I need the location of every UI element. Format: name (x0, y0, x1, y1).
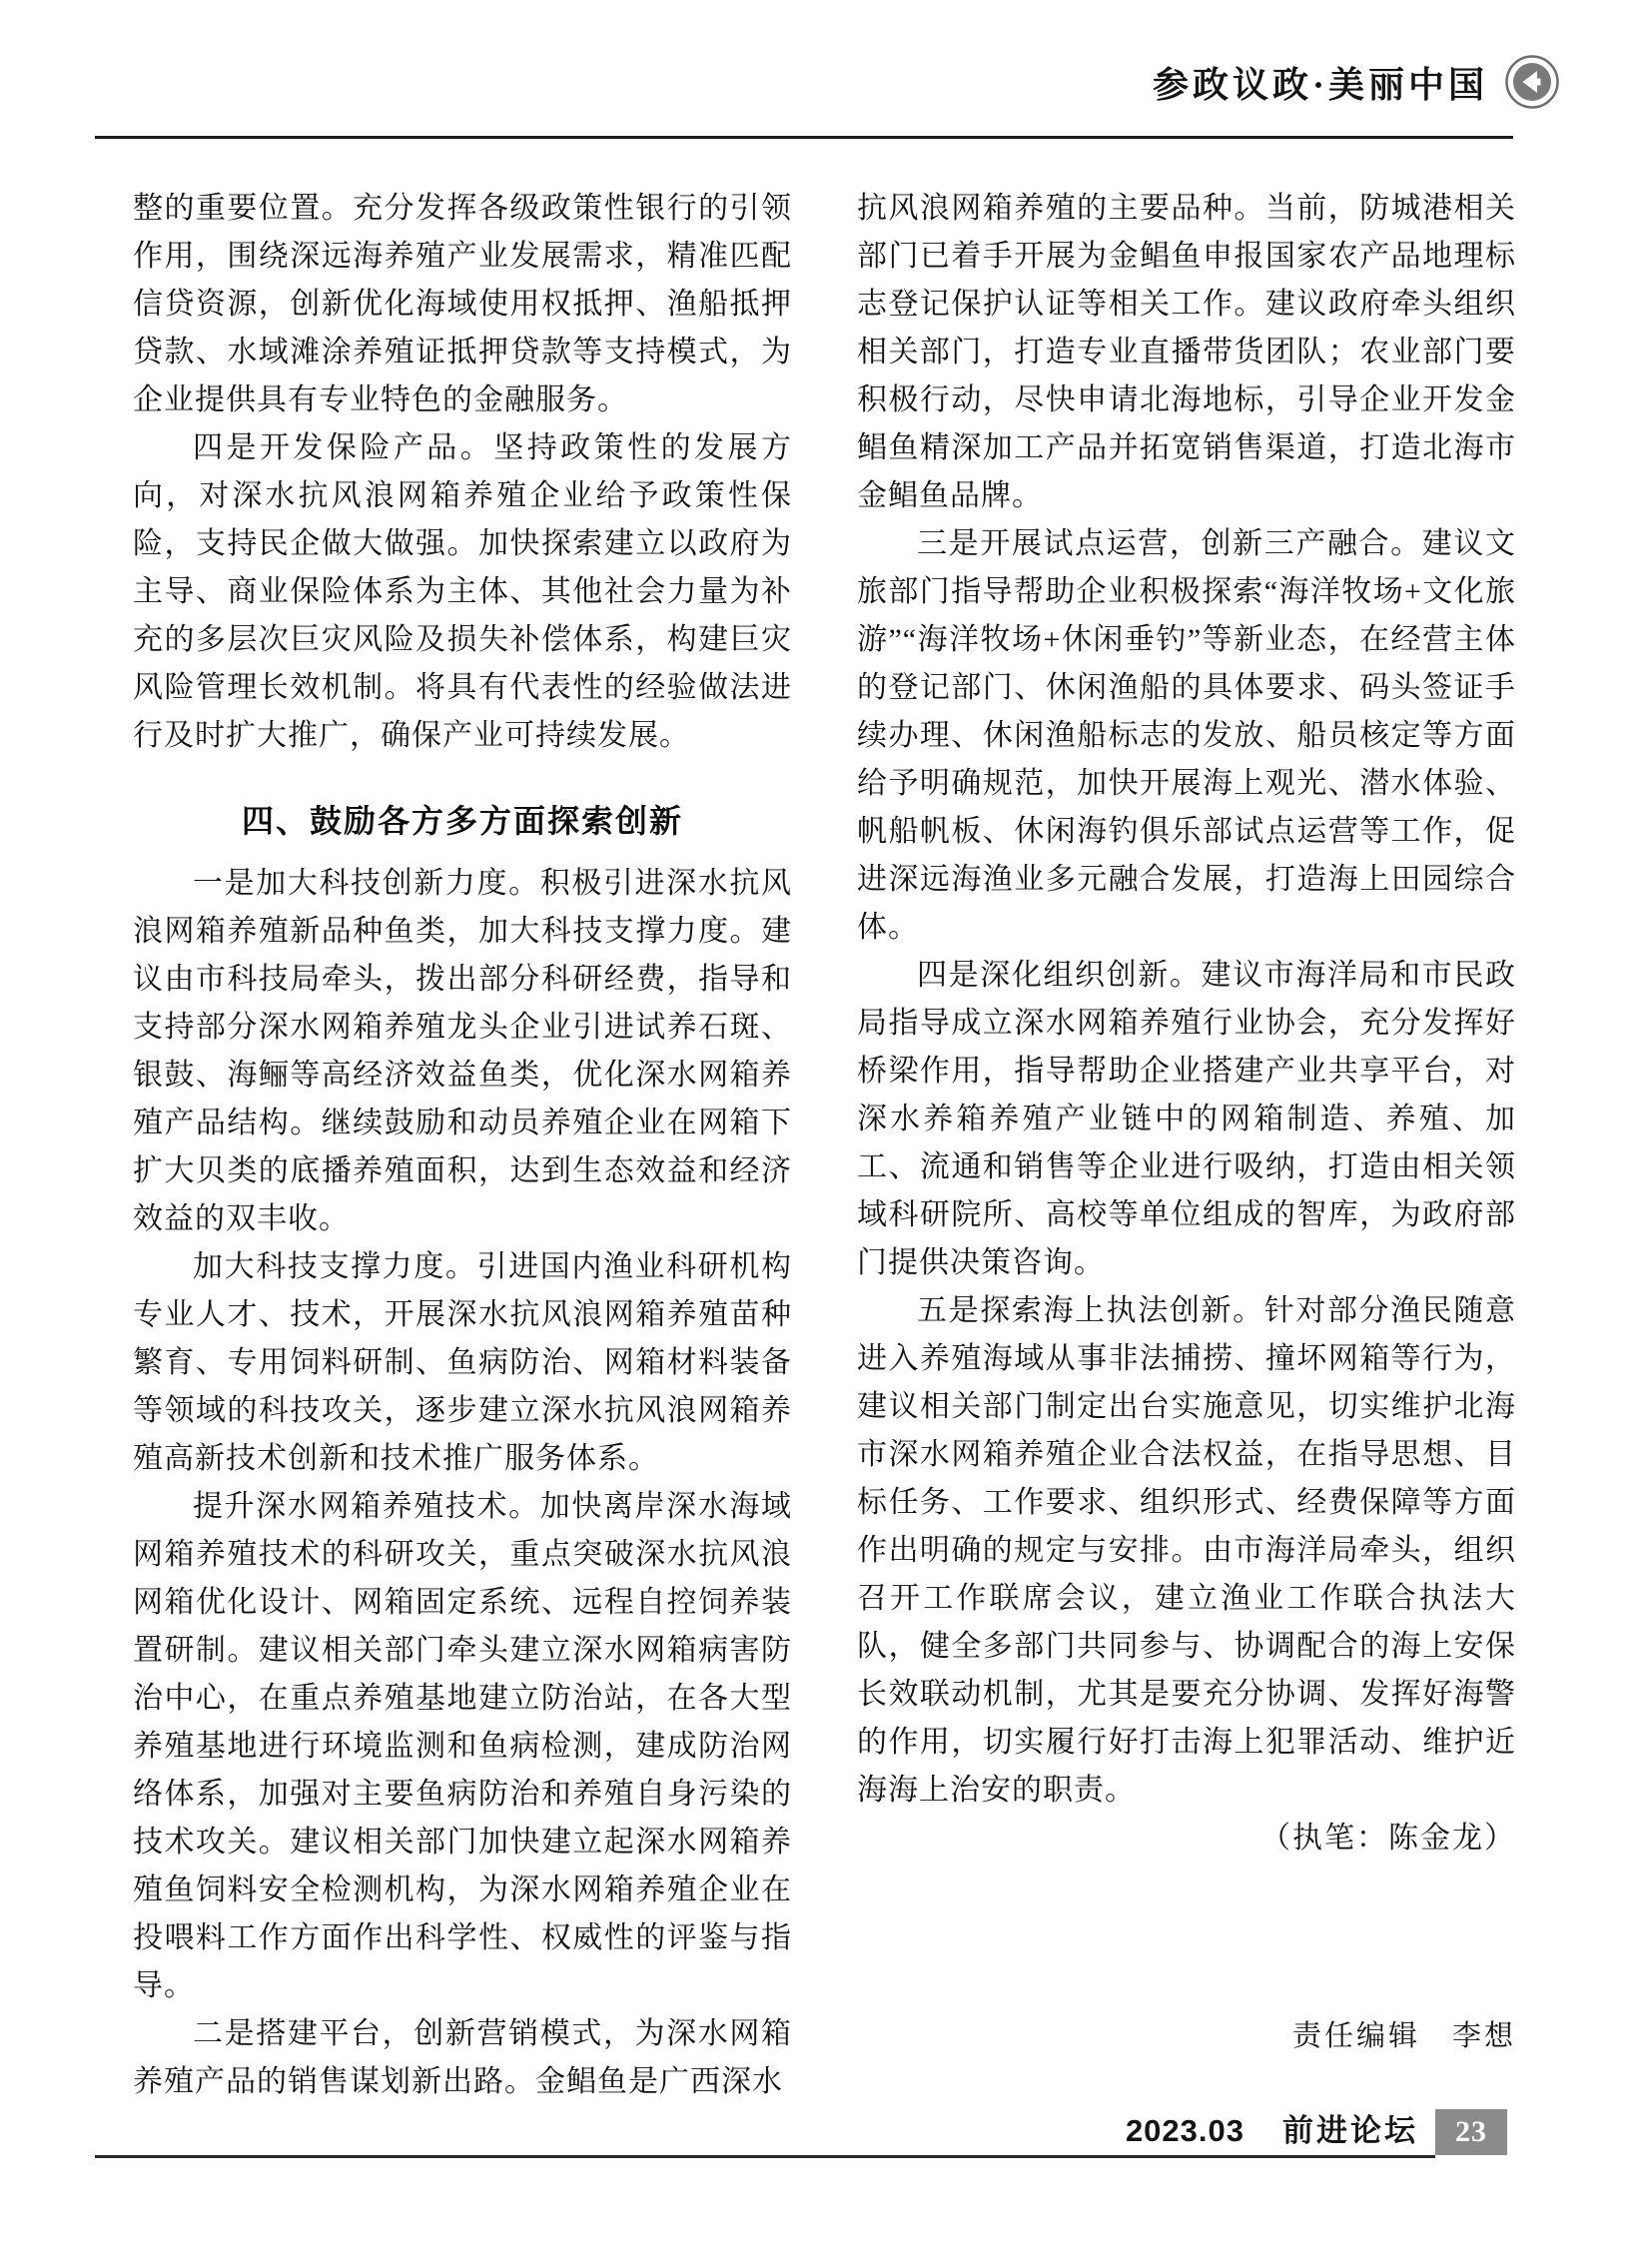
footer-rule (95, 2155, 1435, 2158)
section-heading: 四、鼓励各方多方面探索创新 (241, 803, 683, 839)
paragraph: 三是开展试点运营，创新三产融合。建议文旅部门指导帮助企业积极探索“海洋牧场+文化旅游”“海洋牧场+休闲垂钓”等新业态，在经营主体的登记部门、休闲渔船的具体要求、码头签证手续办理、休闲渔船标志的发放、船员核定等方面给予明确规范，加快开展海上观光、潜水体验、帆船帆板、休闲海钓俱乐部试点运营等工作，促进深远海渔业多元融合发展，打造海上田园综合体。 (857, 527, 1516, 944)
footer-text (899, 2109, 1418, 2153)
paragraph: 抗风浪网箱养殖的主要品种。当前，防城港相关部门已着手开展为金鲳鱼申报国家农产品地理标志登记保护认证等相关工作。建议政府牵头组织相关部门，打造专业直播带货团队；农业部门要积极行动，尽快申请北海地标，引导企业开发金鲳鱼精深加工产品并拓宽销售渠道，打造北海市金鲳鱼品牌。 (857, 192, 1516, 512)
paragraph: 一是加大科技创新力度。积极引进深水抗风浪网箱养殖新品种鱼类，加大科技支撑力度。建议由市科技局牵头，拨出部分科研经费，指导和支持部分深水网箱养殖龙头企业引进试养石斑、银鼓、海鲡等高经济效益鱼类，优化深水网箱养殖产品结构。继续鼓励和动员养殖企业在网箱下扩大贝类的底播养殖面积，达到生态效益和经济效益的双丰收。 (133, 867, 792, 1235)
back-circle-icon (1504, 54, 1560, 110)
paragraph: 五是探索海上执法创新。针对部分渔民随意进入养殖海域从事非法捕捞、撞坏网箱等行为，建议相关部门制定出台实施意见，切实维护北海市深水网箱养殖企业合法权益，在指导思想、目标任务、工作要求、组织形式、经费保障等方面作出明确的规定与安排。由市海洋局牵头，组织召开工作联席会议，建立渔业工作联合执法大队，健全多部门共同参与、协调配合的海上安保长效联动机制，尤其是要充分协调、发挥好海警的作用，切实履行好打击海上犯罪活动、维护近海海上治安的职责。 (857, 1294, 1516, 1807)
section-title: 参政议政·美丽中国 (1152, 64, 1488, 105)
paragraph: 四是开发保险产品。坚持政策性的发展方向，对深水抗风浪网箱养殖企业给予政策性保险，支持民企做大做强。加快探索建立以政府为主导、商业保险体系为主体、其他社会力量为补充的多层次巨灾风险及损失补偿体系，构建巨灾风险管理长效机制。将具有代表性的经验做法进行及时扩大推广，确保产业可持续发展。 (133, 431, 792, 752)
footer-journal-name: 前进论坛 (1282, 2113, 1418, 2148)
paragraph: 提升深水网箱养殖技术。加快离岸深水海域网箱养殖技术的科研攻关，重点突破深水抗风浪网箱优化设计、网箱固定系统、远程自控饲养装置研制。建议相关部门牵头建立深水网箱病害防治中心，在重点养殖基地建立防治站，在各大型养殖基地进行环境监测和鱼病检测，建成防治网络体系，加强对主要鱼病防治和养殖自身污染的技术攻关。建议相关部门加快建立起深水网箱养殖鱼饲料安全检测机构，为深水网箱养殖企业在投喂料工作方面作出科学性、权威性的评鉴与指导。 (133, 1490, 792, 2002)
paragraph: 四是深化组织创新。建议市海洋局和市民政局指导成立深水网箱养殖行业协会，充分发挥好桥梁作用，指导帮助企业搭建产业共享平台，对深水养箱养殖产业链中的网箱制造、养殖、加工、流通和销售等企业进行吸纳，打造由相关领域科研院所、高校等单位组成的智库，为政府部门提供决策咨询。 (857, 959, 1516, 1279)
footer-issue-date: 2023.03 (1125, 2113, 1244, 2148)
paragraph: 整的重要位置。充分发挥各级政策性银行的引领作用，围绕深远海养殖产业发展需求，精准匹配信贷资源，创新优化海域使用权抵押、渔船抵押贷款、水域滩涂养殖证抵押贷款等支持模式，为企业提供具有专业特色的金融服务。 (133, 192, 792, 416)
right-column (857, 185, 1516, 2060)
editor-note: 责任编辑 李想 (1291, 2020, 1516, 2052)
left-column (133, 185, 792, 2106)
header-rule (95, 136, 1513, 139)
attribution: （执笔：陈金龙） (1260, 1822, 1516, 1855)
page-number-badge: 23 (1435, 2109, 1507, 2155)
paragraph: 加大科技支撑力度。引进国内渔业科研机构专业人才、技术，开展深水抗风浪网箱养殖苗种繁育、专用饲料研制、鱼病防治、网箱材料装备等领域的科技攻关，逐步建立深水抗风浪网箱养殖高新技术创新和技术推广服务体系。 (133, 1250, 792, 1475)
page-header (1153, 54, 1560, 110)
paragraph: 二是搭建平台，创新营销模式，为深水网箱养殖产品的销售谋划新出路。金鲳鱼是广西深水 (133, 2017, 792, 2098)
